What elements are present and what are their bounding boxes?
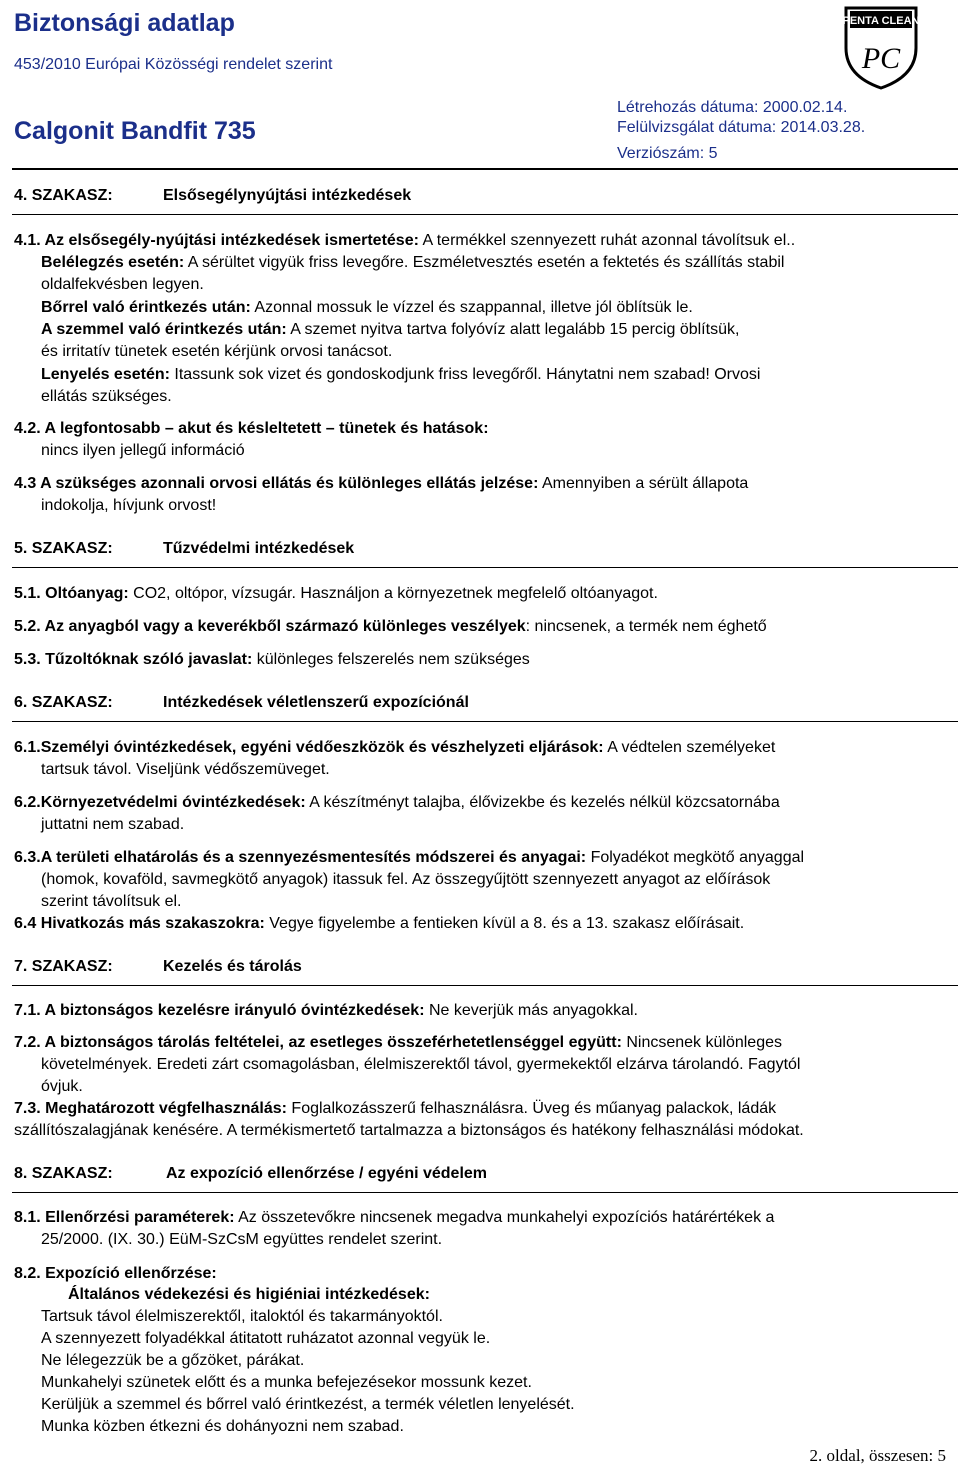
item-6-3: 6.3.A területi elhatárolás és a szennyezésmentesítés módszerei és anyagai: Folyadékot megkötő anyaggal: [14, 849, 805, 866]
section5-title: Tűzvédelmi intézkedések: [163, 540, 355, 557]
version-number: Verziószám: 5: [617, 145, 718, 162]
item-6-2-line-2: juttatni nem szabad.: [41, 816, 185, 833]
section5-divider: [12, 567, 958, 568]
item-6-4: 6.4 Hivatkozás más szakaszokra: Vegye figyelembe a fentieken kívül a 8. és a 13. szakasz előírásait.: [14, 915, 745, 932]
item-5-3: 5.3. Tűzoltóknak szóló javaslat: különleges felszerelés nem szükséges: [14, 651, 530, 668]
skin-contact-line: Bőrrel való érintkezés után: Azonnal mossuk le vízzel és szappannal, illetve jól öblítsük le.: [41, 299, 693, 316]
item-5-2: 5.2. Az anyagból vagy a keverékből származó különleges veszélyek: nincsenek, a termék nem éghető: [14, 618, 767, 635]
hygiene-line: A szennyezett folyadékkal átitatott ruházatot azonnal vegyük le.: [41, 1330, 491, 1347]
item-4-2-label: 4.2. A legfontosabb – akut és késleltetett – tünetek és hatások:: [14, 420, 489, 437]
revised-date: Felülvizsgálat dátuma: 2014.03.28.: [617, 119, 866, 136]
section7-divider: [12, 985, 958, 986]
section4-number: 4. SZAKASZ:: [14, 187, 113, 204]
item-7-3: 7.3. Meghatározott végfelhasználás: Foglalkozásszerű felhasználásra. Üveg és műanyag palackok, ládák: [14, 1100, 777, 1117]
item-4-1: 4.1. Az elsősegély-nyújtási intézkedések ismertetése: A termékkel szennyezett ruhát azonnal távolítsuk el..: [14, 232, 796, 249]
svg-text:PENTA CLEAN: PENTA CLEAN: [842, 15, 920, 27]
item-7-2-line-3: óvjuk.: [41, 1078, 83, 1095]
item-8-1-line-2: 25/2000. (IX. 30.) EüM-SzCsM együttes rendelet szerint.: [41, 1231, 443, 1248]
hygiene-line: Munka közben étkezni és dohányozni nem szabad.: [41, 1418, 404, 1435]
page-number: 2. oldal, összesen: 5: [809, 1446, 946, 1465]
hygiene-line: Tartsuk távol élelmiszerektől, italoktól és takarmányoktól.: [41, 1308, 443, 1325]
created-date: Létrehozás dátuma: 2000.02.14.: [617, 99, 848, 116]
item-6-2: 6.2.Környezetvédelmi óvintézkedések: A készítményt talajba, élővizekbe és kezelés nélkül közcsatornába: [14, 794, 780, 811]
section4-divider: [12, 214, 958, 215]
product-name: Calgonit Bandfit 735: [14, 117, 256, 145]
section8-divider: [12, 1192, 958, 1193]
section6-title: Intézkedések véletlenszerű expozíciónál: [163, 694, 469, 711]
document-title: Biztonsági adatlap: [14, 9, 235, 37]
item-7-2: 7.2. A biztonságos tárolás feltételei, az esetleges összeférhetetlenséggel együtt: Nincsenek különleges: [14, 1034, 782, 1051]
item-8-2-subheading: Általános védekezési és higiéniai intézkedések:: [68, 1286, 430, 1303]
penta-clean-logo-icon: [840, 2, 922, 90]
item-6-3-line-3: szerint távolítsuk el.: [41, 893, 182, 910]
section6-divider: [12, 721, 958, 722]
section5-number: 5. SZAKASZ:: [14, 540, 113, 557]
item-4-3-line-2: indokolja, hívjunk orvost!: [41, 497, 217, 514]
item-4-3: 4.3 A szükséges azonnali orvosi ellátás és különleges ellátás jelzése: Amennyiben a sérült állapota: [14, 475, 749, 492]
inhalation-line-2: oldalfekvésben legyen.: [41, 276, 204, 293]
section8-title: Az expozíció ellenőrzése / egyéni védelem: [166, 1165, 488, 1182]
section6-number: 6. SZAKASZ:: [14, 694, 113, 711]
ingestion-line-2: ellátás szükséges.: [41, 388, 172, 405]
item-8-2-label: 8.2. Expozíció ellenőrzése:: [14, 1265, 217, 1282]
inhalation-line: Belélegzés esetén: A sérültet vigyük friss levegőre. Eszméletvesztés esetén a fektetés és szállítás stabil: [41, 254, 785, 271]
item-7-1: 7.1. A biztonságos kezelésre irányuló óvintézkedések: Ne keverjük más anyagokkal.: [14, 1002, 638, 1019]
item-6-3-line-2: (homok, kovaföld, savmegkötő anyagok) itassuk fel. Az összegyűjtött szennyezett anyagot az előírások: [41, 871, 771, 888]
regulation-text: 453/2010 Európai Közösségi rendelet szerint: [14, 56, 333, 73]
item-5-1: 5.1. Oltóanyag: CO2, oltópor, vízsugár. Használjon a környezetnek megfelelő oltóanyagot.: [14, 585, 658, 602]
header-divider: [12, 168, 958, 170]
eye-contact-line: A szemmel való érintkezés után: A szemet nyitva tartva folyóvíz alatt legalább 15 percig öblítsük,: [41, 321, 740, 338]
item-6-1: 6.1.Személyi óvintézkedések, egyéni védőeszközök és vészhelyzeti eljárások: A védtelen személyeket: [14, 739, 776, 756]
hygiene-line: Kerüljük a szemmel és bőrrel való érintkezést, a termék véletlen lenyelését.: [41, 1396, 575, 1413]
section8-number: 8. SZAKASZ:: [14, 1165, 113, 1182]
section7-number: 7. SZAKASZ:: [14, 958, 113, 975]
section7-title: Kezelés és tárolás: [163, 958, 302, 975]
item-7-3-line-2: szállítószalagjának kenésére. A termékismertető tartalmazza a biztonságos és hatékony felhasználási módokat.: [14, 1122, 804, 1139]
svg-text:PC: PC: [861, 42, 901, 75]
item-8-1: 8.1. Ellenőrzési paraméterek: Az összetevőkre nincsenek megadva munkahelyi expozíciós határértékek a: [14, 1209, 775, 1226]
hygiene-line: Munkahelyi szünetek előtt és a munka befejezésekor mossunk kezet.: [41, 1374, 532, 1391]
eye-contact-line-2: és irritatív tünetek esetén kérjünk orvosi tanácsot.: [41, 343, 393, 360]
item-4-2-text: nincs ilyen jellegű információ: [41, 442, 245, 459]
item-6-1-line-2: tartsuk távol. Viseljünk védőszemüveget.: [41, 761, 330, 778]
hygiene-line: Ne lélegezzük be a gőzöket, párákat.: [41, 1352, 305, 1369]
ingestion-line: Lenyelés esetén: Itassunk sok vizet és gondoskodjunk friss levegőről. Hánytatni nem szabad! Orvosi: [41, 366, 761, 383]
item-7-2-line-2: követelmények. Eredeti zárt csomagolásban, élelmiszerektől távol, gyermekektől elzárva tárolandó. Fagytól: [41, 1056, 801, 1073]
section4-title: Elsősegélynyújtási intézkedések: [163, 187, 412, 204]
